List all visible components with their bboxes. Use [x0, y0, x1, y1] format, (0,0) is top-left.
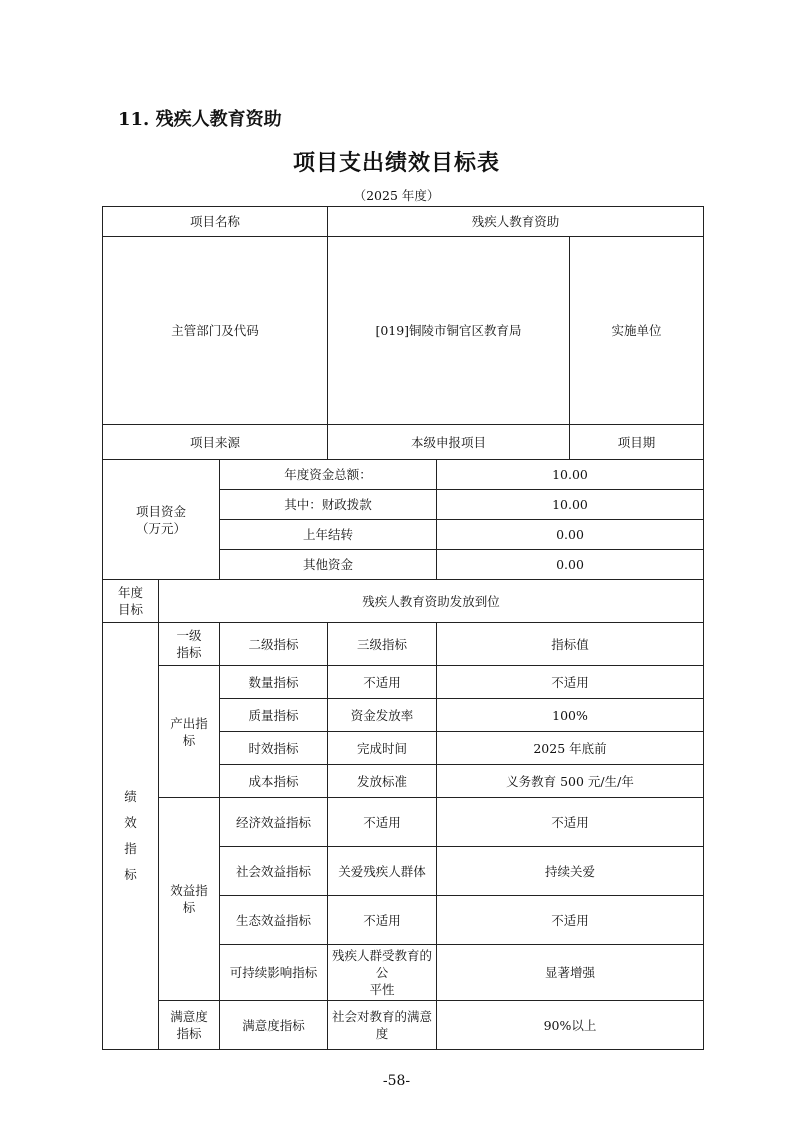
output-label-line2: 标: [182, 732, 196, 748]
annual-goal-label-line2: 目标: [117, 602, 143, 617]
level3-cell: 不适用: [328, 666, 437, 699]
level2-cell: 生态效益指标: [220, 896, 328, 945]
fund-other-value: 0.00: [437, 550, 704, 580]
value-cell: 90%以上: [437, 1001, 704, 1050]
header-level1: [159, 623, 220, 666]
satisfaction-indicator-row: [103, 1001, 704, 1050]
project-source-label: 项目来源: [103, 425, 328, 460]
level3-cell: 社会对教育的满意度: [328, 1001, 437, 1050]
indicator-group-char: 效: [124, 815, 137, 830]
output-indicator-row: [103, 666, 704, 699]
level3-cell: 关爱残疾人群体: [328, 847, 437, 896]
header-level1-line2: 指标: [176, 645, 202, 660]
document-title: 项目支出绩效目标表: [292, 150, 500, 176]
source-row: [103, 425, 704, 460]
level2-cell: 可持续影响指标: [220, 945, 328, 1001]
year-label: （2025 年度）: [353, 188, 440, 203]
level3-line2: 平性: [369, 982, 395, 997]
level3-cell: 完成时间: [328, 732, 437, 765]
funds-label: [103, 460, 220, 580]
annual-goal-row: [103, 580, 704, 623]
fund-other-label: 其他资金: [220, 550, 437, 580]
output-label-line1: 产出指: [170, 715, 208, 731]
level3-cell: 资金发放率: [328, 699, 437, 732]
benefit-label-line1: 效益指: [170, 883, 208, 898]
value-cell: 持续关爱: [437, 847, 704, 896]
annual-goal-text: 残疾人教育资助发放到位: [159, 580, 704, 623]
benefit-indicator-row: [103, 798, 704, 847]
funds-unit: （万元）: [135, 520, 186, 536]
satisfaction-label-line1: 满意度: [170, 1009, 208, 1024]
level2-cell: 数量指标: [220, 666, 328, 699]
value-cell: 义务教育 500 元/生/年: [437, 765, 704, 798]
fund-fiscal-value: 10.00: [437, 490, 704, 520]
project-name-row: [103, 207, 704, 237]
benefit-indicator-label: [159, 798, 220, 1001]
fund-total-value: 10.00: [437, 460, 704, 490]
level3-cell: [328, 945, 437, 1001]
level2-cell: 质量指标: [220, 699, 328, 732]
level3-cell: 不适用: [328, 798, 437, 847]
value-cell: 不适用: [437, 666, 704, 699]
level3-cell: 不适用: [328, 896, 437, 945]
value-cell: 2025 年底前: [437, 732, 704, 765]
value-cell: 不适用: [437, 798, 704, 847]
value-cell: 不适用: [437, 896, 704, 945]
annual-goal-label-line1: 年度: [117, 585, 143, 600]
department-row: [103, 237, 704, 425]
value-cell: 100%: [437, 699, 704, 732]
level3-cell: 发放标准: [328, 765, 437, 798]
department-label: 主管部门及代码: [103, 237, 328, 425]
output-indicator-label: [159, 666, 220, 798]
fund-fiscal-label: 其中：财政拨款: [220, 490, 437, 520]
satisfaction-indicator-label: [159, 1001, 220, 1050]
indicator-group-label: [103, 623, 159, 1050]
header-value: 指标值: [437, 623, 704, 666]
page-number: -58-: [382, 1073, 411, 1089]
level2-cell: 满意度指标: [220, 1001, 328, 1050]
indicator-group-char: 绩: [124, 789, 137, 804]
funds-row: [103, 460, 704, 490]
project-name-value: 残疾人教育资助: [328, 207, 704, 237]
benefit-label-line2: 标: [182, 900, 196, 915]
header-level2: 二级指标: [220, 623, 328, 666]
satisfaction-label-line2: 指标: [176, 1026, 202, 1041]
indicator-group-char: 标: [124, 867, 137, 882]
indicator-group-char: 指: [124, 841, 137, 856]
header-level1-line1: 一级: [176, 628, 202, 643]
performance-target-table: [102, 206, 704, 1050]
implementing-unit-label: 实施单位: [570, 237, 704, 425]
project-name-label: 项目名称: [103, 207, 328, 237]
project-source-value: 本级申报项目: [328, 425, 570, 460]
level2-cell: 成本指标: [220, 765, 328, 798]
annual-goal-label: [103, 580, 159, 623]
section-title: 11. 残疾人教育资助: [118, 109, 282, 130]
fund-carryover-label: 上年结转: [220, 520, 437, 550]
level3-line1: 残疾人群受教育的公: [332, 948, 433, 980]
level2-cell: 时效指标: [220, 732, 328, 765]
funds-label-text: 项目资金: [135, 503, 186, 519]
value-cell: 显著增强: [437, 945, 704, 1001]
fund-total-label: 年度资金总额：: [220, 460, 437, 490]
indicator-header-row: [103, 623, 704, 666]
level2-cell: 社会效益指标: [220, 847, 328, 896]
level2-cell: 经济效益指标: [220, 798, 328, 847]
header-level3: 三级指标: [328, 623, 437, 666]
project-period-label: 项目期: [570, 425, 704, 460]
department-value: [019]铜陵市铜官区教育局: [328, 237, 570, 425]
fund-carryover-value: 0.00: [437, 520, 704, 550]
